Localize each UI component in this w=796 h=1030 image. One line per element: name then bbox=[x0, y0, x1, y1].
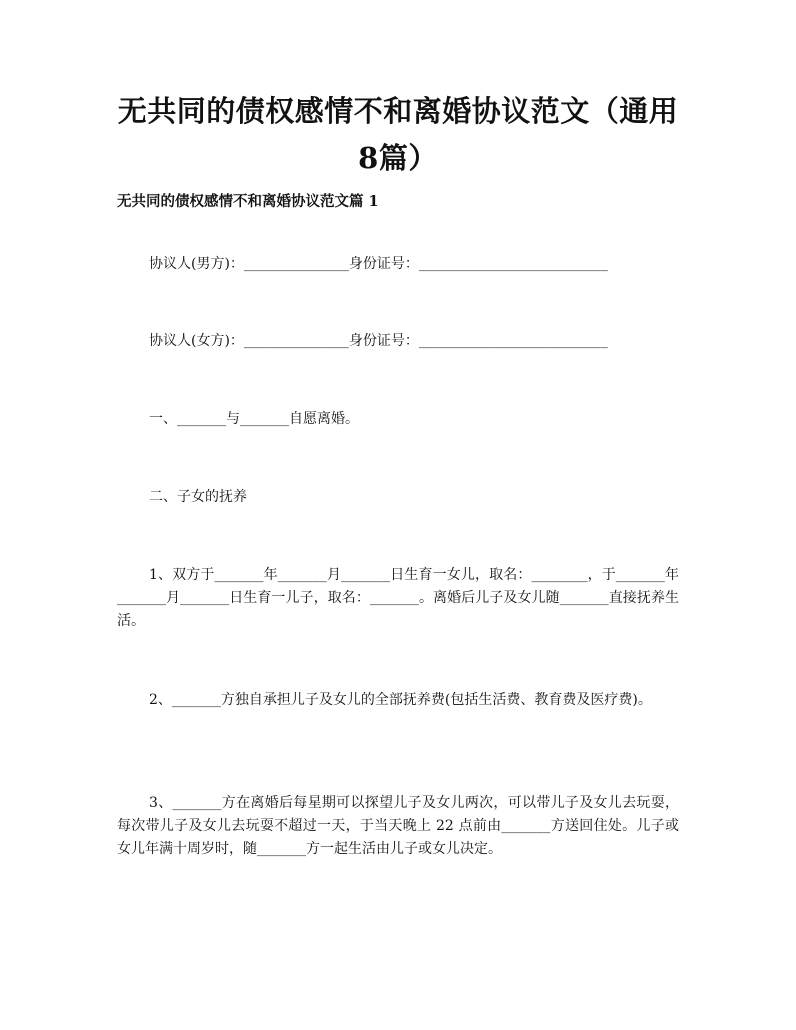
paragraph-child-custody-heading: 二、子女的抚养 bbox=[149, 489, 247, 505]
paragraph-male-party: 协议人(男方)：_______________身份证号：___________________________ bbox=[149, 256, 608, 272]
document-title: 无共同的债权感情不和离婚协议范文（通用8篇） bbox=[117, 94, 679, 175]
section-heading: 无共同的债权感情不和离婚协议范文篇 1 bbox=[117, 193, 379, 210]
paragraph-female-party: 协议人(女方)：_______________身份证号：___________________________ bbox=[149, 333, 608, 349]
paragraph-voluntary-divorce: 一、_______与_______自愿离婚。 bbox=[149, 411, 359, 427]
paragraph-clause-2: 2、_______方独自承担儿子及女儿的全部抚养费(包括生活费、教育费及医疗费)。 bbox=[149, 692, 652, 708]
paragraph-clause-3: 3、_______方在离婚后每星期可以探望儿子及女儿两次，可以带儿子及女儿去玩耍，每次带儿子及女儿去玩耍不超过一天，于当天晚上 22 点前由_______方送回住处。儿子或女儿年满十周岁时，随_______方一起生活由儿子或女儿决定。 bbox=[117, 795, 679, 857]
paragraph-clause-1: 1、双方于_______年_______月_______日生育一女儿，取名：________，于_______年_______月_______日生育一儿子，取名：_______。离婚后儿子及女儿随_______直接抚养生活。 bbox=[117, 567, 679, 629]
